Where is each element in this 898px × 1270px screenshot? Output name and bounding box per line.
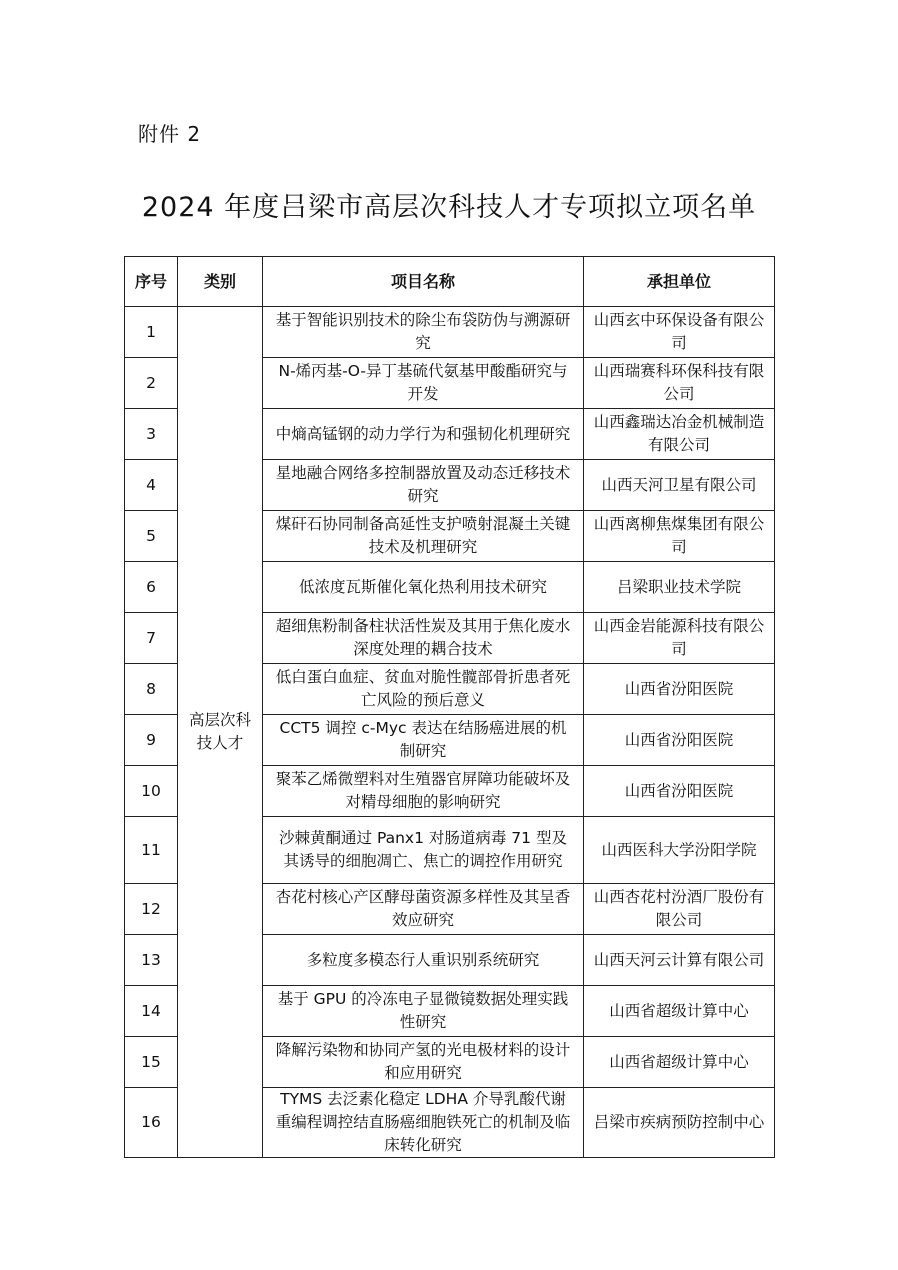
project-name: CCT5 调控 c-Myc 表达在结肠癌进展的机制研究 xyxy=(263,715,584,766)
unit-name: 山西天河云计算有限公司 xyxy=(584,935,775,986)
project-name: 低浓度瓦斯催化氧化热利用技术研究 xyxy=(263,562,584,613)
row-no: 12 xyxy=(125,884,178,935)
row-no: 8 xyxy=(125,664,178,715)
unit-name: 山西鑫瑞达冶金机械制造有限公司 xyxy=(584,409,775,460)
unit-name: 山西杏花村汾酒厂股份有限公司 xyxy=(584,884,775,935)
row-no: 5 xyxy=(125,511,178,562)
project-name: N-烯丙基-O-异丁基硫代氨基甲酸酯研究与开发 xyxy=(263,358,584,409)
category-cell: 高层次科技人才 xyxy=(178,307,263,1158)
unit-name: 山西离柳焦煤集团有限公司 xyxy=(584,511,775,562)
header-category: 类别 xyxy=(178,257,263,307)
project-name: 超细焦粉制备柱状活性炭及其用于焦化废水深度处理的耦合技术 xyxy=(263,613,584,664)
row-no: 3 xyxy=(125,409,178,460)
row-no: 7 xyxy=(125,613,178,664)
row-no: 15 xyxy=(125,1037,178,1088)
header-no: 序号 xyxy=(125,257,178,307)
project-name: 星地融合网络多控制器放置及动态迁移技术研究 xyxy=(263,460,584,511)
header-unit: 承担单位 xyxy=(584,257,775,307)
unit-name: 吕梁市疾病预防控制中心 xyxy=(584,1088,775,1158)
unit-name: 山西瑞赛科环保科技有限公司 xyxy=(584,358,775,409)
row-no: 6 xyxy=(125,562,178,613)
unit-name: 山西省汾阳医院 xyxy=(584,664,775,715)
unit-name: 山西省汾阳医院 xyxy=(584,766,775,817)
project-name: 低白蛋白血症、贫血对脆性髋部骨折患者死亡风险的预后意义 xyxy=(263,664,584,715)
project-name: TYMS 去泛素化稳定 LDHA 介导乳酸代谢重编程调控结直肠癌细胞铁死亡的机制及临床转化研究 xyxy=(263,1088,584,1158)
row-no: 16 xyxy=(125,1088,178,1158)
row-no: 1 xyxy=(125,307,178,358)
project-name: 降解污染物和协同产氢的光电极材料的设计和应用研究 xyxy=(263,1037,584,1088)
unit-name: 山西省超级计算中心 xyxy=(584,986,775,1037)
unit-name: 山西玄中环保设备有限公司 xyxy=(584,307,775,358)
project-name: 基于 GPU 的冷冻电子显微镜数据处理实践性研究 xyxy=(263,986,584,1037)
unit-name: 山西省汾阳医院 xyxy=(584,715,775,766)
project-roster-table xyxy=(124,256,775,1158)
row-no: 11 xyxy=(125,817,178,884)
document-title: 2024 年度吕梁市高层次科技人才专项拟立项名单 xyxy=(141,192,757,223)
unit-name: 山西金岩能源科技有限公司 xyxy=(584,613,775,664)
unit-name: 吕梁职业技术学院 xyxy=(584,562,775,613)
project-name: 杏花村核心产区酵母菌资源多样性及其呈香效应研究 xyxy=(263,884,584,935)
table-header-row xyxy=(125,257,775,307)
header-project: 项目名称 xyxy=(263,257,584,307)
row-no: 9 xyxy=(125,715,178,766)
table-row xyxy=(125,307,775,358)
project-name: 多粒度多模态行人重识别系统研究 xyxy=(263,935,584,986)
row-no: 10 xyxy=(125,766,178,817)
row-no: 2 xyxy=(125,358,178,409)
project-name: 煤矸石协同制备高延性支护喷射混凝土关键技术及机理研究 xyxy=(263,511,584,562)
row-no: 4 xyxy=(125,460,178,511)
row-no: 14 xyxy=(125,986,178,1037)
unit-name: 山西医科大学汾阳学院 xyxy=(584,817,775,884)
attachment-label: 附件 2 xyxy=(138,122,202,146)
unit-name: 山西省超级计算中心 xyxy=(584,1037,775,1088)
project-name: 沙棘黄酮通过 Panx1 对肠道病毒 71 型及其诱导的细胞凋亡、焦亡的调控作用研究 xyxy=(263,817,584,884)
project-name: 聚苯乙烯微塑料对生殖器官屏障功能破坏及对精母细胞的影响研究 xyxy=(263,766,584,817)
project-name: 中熵高锰钢的动力学行为和强韧化机理研究 xyxy=(263,409,584,460)
project-name: 基于智能识别技术的除尘布袋防伪与溯源研究 xyxy=(263,307,584,358)
row-no: 13 xyxy=(125,935,178,986)
unit-name: 山西天河卫星有限公司 xyxy=(584,460,775,511)
